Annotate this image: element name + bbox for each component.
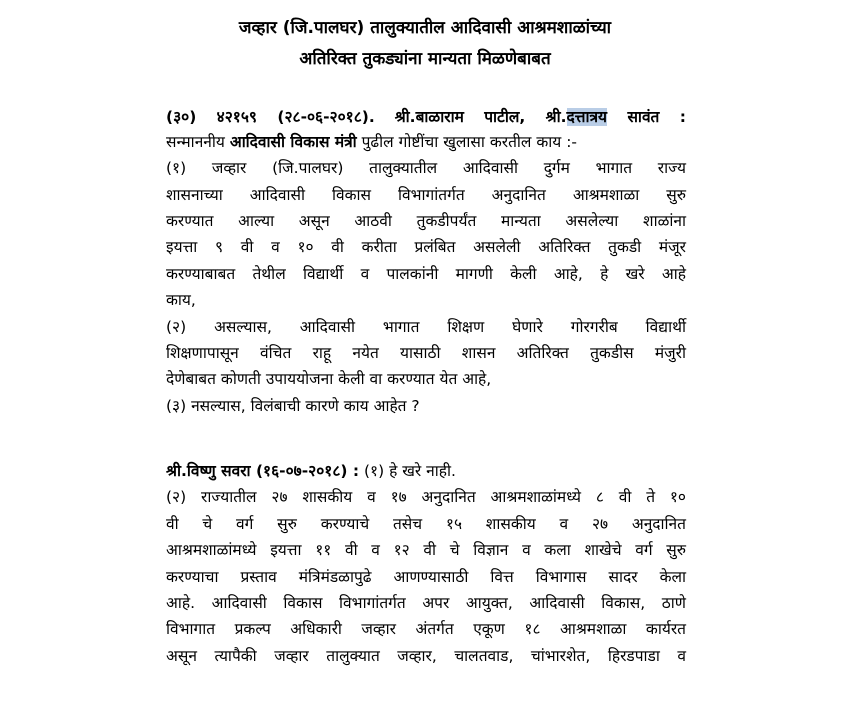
address-prefix: सन्माननीय	[166, 133, 230, 151]
question-line: करण्यात आल्या असून आठवी तुकडीपर्यंत मान्यता असलेल्या शाळांना	[166, 212, 686, 230]
question-line: इयत्ता ९ वी व १० वी करीता प्रलंबित असलेली अतिरिक्त तुकडी मंजूर	[166, 238, 686, 256]
highlighted-selection[interactable]: दत्तात्रय	[566, 108, 608, 126]
question-reference: (३०) ४२१५९ (२८-०६-२०१८).	[166, 108, 375, 126]
answer-line: असून त्यापैकी जव्हार तालुक्यात जव्हार, चालतवाड, चांभारशेत, हिरडपाडा व	[166, 647, 686, 665]
minister-title: आदिवासी विकास मंत्री	[229, 133, 357, 151]
askers-part-b: सावंत :	[607, 108, 686, 126]
question-header	[166, 106, 686, 129]
question-line: (३) नसल्यास, विलंबाची कारणे काय आहेत ?	[166, 397, 420, 415]
answer-line: करण्याचा प्रस्ताव मंत्रिमंडळापुढे आणण्यासाठी वित्त विभागास सादर केला	[166, 568, 686, 586]
question-line: (१) जव्हार (जि.पालघर) तालुक्यातील आदिवासी दुर्गम भागात राज्य	[166, 159, 686, 177]
question-line: काय,	[166, 291, 196, 309]
document-title-line-1: जव्हार (जि.पालघर) तालुक्यातील आदिवासी आश्रमशाळांच्या	[238, 18, 612, 38]
answer-first: (१) हे खरे नाही.	[359, 462, 456, 480]
question-line: देणेबाबत कोणती उपाययोजना केली वा करण्यात येत आहे,	[166, 370, 492, 388]
answer-line: आश्रमशाळांमध्ये इयत्ता ११ वी व १२ वी चे विज्ञान व कला शाखेचे वर्ग सुरु	[166, 541, 686, 559]
answer-line: आहे. आदिवासी विकास विभागांतर्गत अपर आयुक्त, आदिवासी विकास, ठाणे	[166, 594, 686, 612]
question-line: शासनाच्या आदिवासी विकास विभागांतर्गत अनुदानित आश्रमशाळा सुरु	[166, 186, 686, 204]
address-suffix: पुढील गोष्टींचा खुलासा करतील काय :-	[356, 133, 578, 151]
document-title-line-2: अतिरिक्त तुकड्यांना मान्यता मिळणेबाबत	[299, 49, 551, 69]
answer-line: वी चे वर्ग सुरु करण्याचे तसेच १५ शासकीय व २७ अनुदानित	[166, 515, 686, 533]
question-line: शिक्षणापासून वंचित राहू नयेत यासाठी शासन अतिरिक्त तुकडीस मंजुरी	[166, 344, 686, 362]
answer-by: श्री.विष्णु सवरा (१६-०७-२०१८) :	[166, 462, 360, 480]
question-line: करण्याबाबत तेथील विद्यार्थी व पालकांनी मागणी केली आहे, हे खरे आहे	[166, 265, 686, 283]
answer-header	[166, 460, 686, 483]
askers-part-a: श्री.बाळाराम पाटील, श्री.	[394, 108, 567, 126]
question-address	[166, 131, 686, 154]
question-line: (२) असल्यास, आदिवासी भागात शिक्षण घेणारे गोरगरीब विद्यार्थी	[166, 318, 686, 336]
question-askers	[395, 108, 686, 126]
answer-line: (२) राज्यातील २७ शासकीय व १७ अनुदानित आश्रमशाळांमध्ये ८ वी ते १०	[166, 488, 686, 506]
answer-line: विभागात प्रकल्प अधिकारी जव्हार अंतर्गत एकूण १८ आश्रमशाळा कार्यरत	[166, 620, 686, 638]
